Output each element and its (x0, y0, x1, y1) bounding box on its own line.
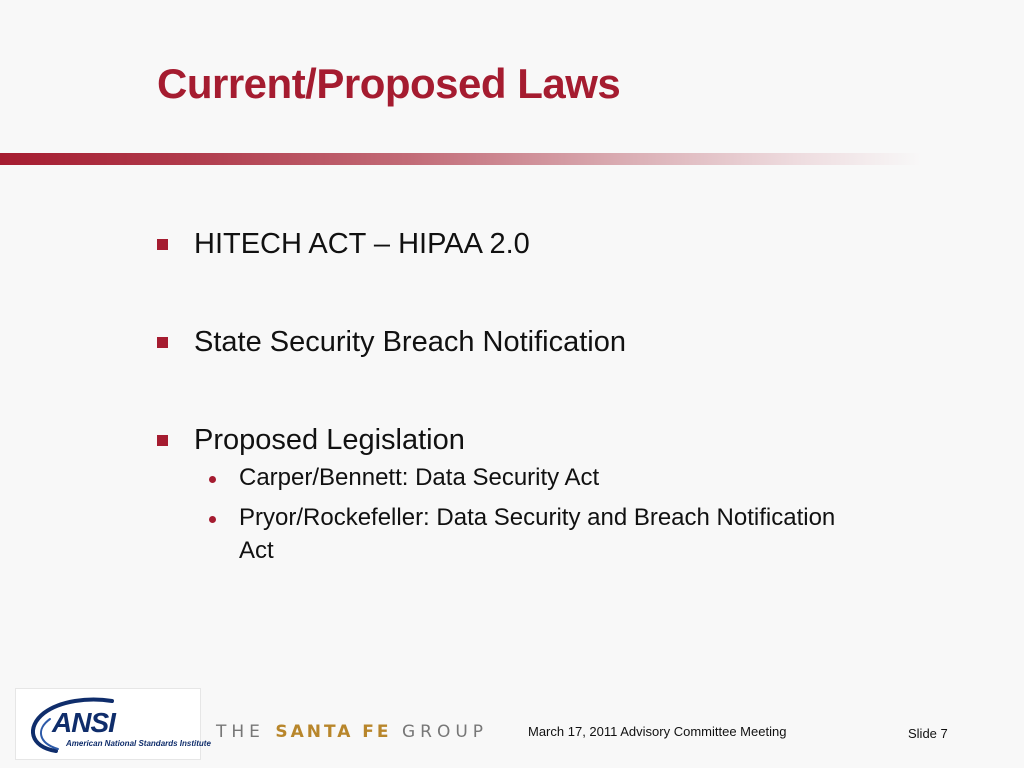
square-bullet-icon (157, 435, 168, 446)
sub-bullet-text: Carper/Bennett: Data Security Act (239, 464, 600, 491)
santa-fe-group-logo (216, 722, 488, 742)
bullet-text: HITECH ACT – HIPAA 2.0 (194, 228, 530, 260)
ansi-logo-subtitle: American National Standards Institute (66, 739, 211, 748)
bullet-item-state-breach (155, 323, 875, 361)
santa-fe-group: GROUP (401, 722, 489, 742)
sub-bullet-list (155, 461, 875, 567)
sub-bullet-carper-bennett (194, 461, 875, 494)
footer-slide-number: Slide 7 (908, 726, 948, 741)
title-divider-bar (0, 153, 1024, 165)
ansi-logo (15, 688, 211, 760)
square-bullet-icon (157, 239, 168, 250)
square-bullet-icon (157, 337, 168, 348)
bullet-item-hitech (155, 225, 875, 263)
ansi-logo-text: ANSI (52, 707, 115, 738)
slide-title: Current/Proposed Laws (157, 60, 621, 107)
bullet-item-proposed-legislation (155, 421, 875, 459)
dot-bullet-icon (209, 516, 216, 523)
footer-meeting-text: March 17, 2011 Advisory Committee Meeting (528, 724, 787, 739)
bullet-list (155, 225, 875, 574)
bullet-text: Proposed Legislation (194, 424, 465, 456)
sub-bullet-text: Pryor/Rockefeller: Data Security and Breach Notification Act (239, 504, 836, 564)
bullet-text: State Security Breach Notification (194, 326, 626, 358)
dot-bullet-icon (209, 476, 216, 483)
santa-fe-name: SANTA FE (275, 722, 392, 742)
santa-fe-the: THE (216, 722, 265, 742)
sub-bullet-pryor-rockefeller (194, 501, 875, 567)
